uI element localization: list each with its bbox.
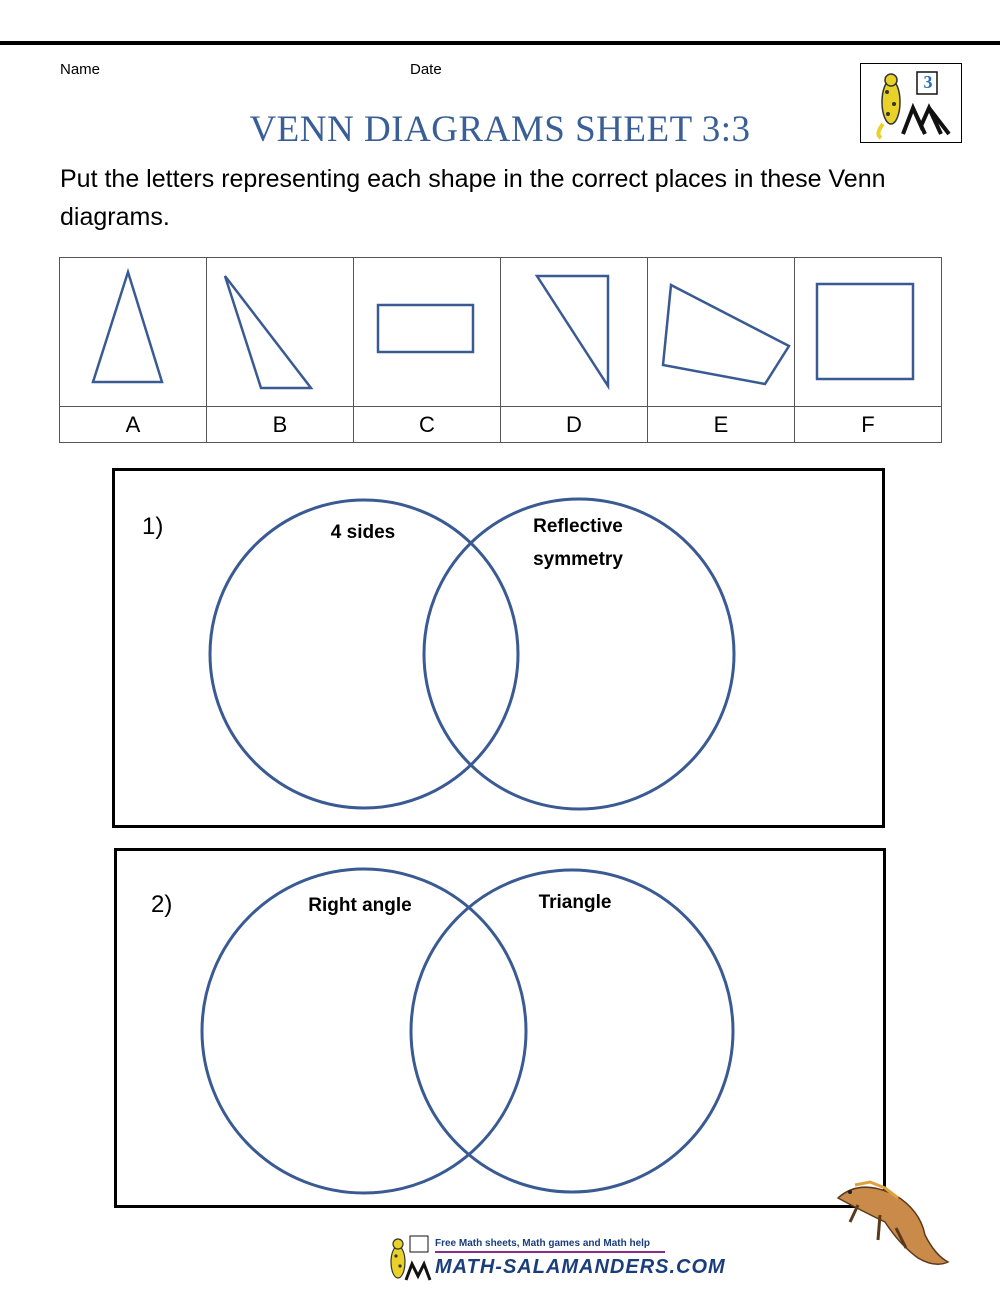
shape-letter: F [795, 407, 942, 443]
shape-cell-a [60, 258, 207, 407]
top-rule [0, 41, 1000, 45]
venn-circles-2 [117, 851, 889, 1211]
grade-badge: 3 [923, 72, 933, 92]
shapes-table [59, 257, 942, 443]
shape-cell-f [795, 258, 942, 407]
shape-letter: C [354, 407, 501, 443]
footer-logo [380, 1234, 726, 1284]
shape-letter: A [60, 407, 207, 443]
rectangle-icon [354, 258, 500, 401]
instructions: Put the letters representing each shape in the correct places in these Venn diagrams. [60, 165, 886, 231]
right-triangle-icon [501, 258, 647, 401]
page-title: VENN DIAGRAMS SHEET 3:3 [249, 109, 751, 150]
obtuse-triangle-icon [207, 258, 353, 401]
name-label: Name [60, 61, 101, 78]
venn-label-left: 4 sides [330, 522, 396, 543]
shape-cell-e [648, 258, 795, 407]
venn-diagram-1 [112, 468, 885, 828]
shape-letter: D [501, 407, 648, 443]
venn-label-right: Reflective symmetry [533, 516, 623, 570]
venn-label-right: Triangle [538, 892, 612, 913]
venn-number: 1) [142, 513, 164, 540]
shape-letter: E [648, 407, 795, 443]
footer-site: MATH-SALAMANDERS.COM [435, 1256, 726, 1278]
irregular-quadrilateral-icon [648, 258, 794, 401]
isosceles-triangle-icon [60, 258, 206, 401]
shape-cell-c [354, 258, 501, 407]
shape-letter: B [207, 407, 354, 443]
shape-cell-d [501, 258, 648, 407]
venn-label-left: Right angle [308, 895, 412, 916]
salamander-logo-icon [380, 1234, 432, 1284]
square-icon [795, 258, 941, 401]
venn-diagram-2 [114, 848, 886, 1208]
shape-cell-b [207, 258, 354, 407]
venn-number: 2) [151, 891, 173, 918]
footer-divider [435, 1251, 665, 1253]
footer-tagline: Free Math sheets, Math games and Math help [435, 1238, 651, 1249]
venn-circles-1 [115, 471, 888, 831]
date-label: Date [410, 61, 442, 78]
